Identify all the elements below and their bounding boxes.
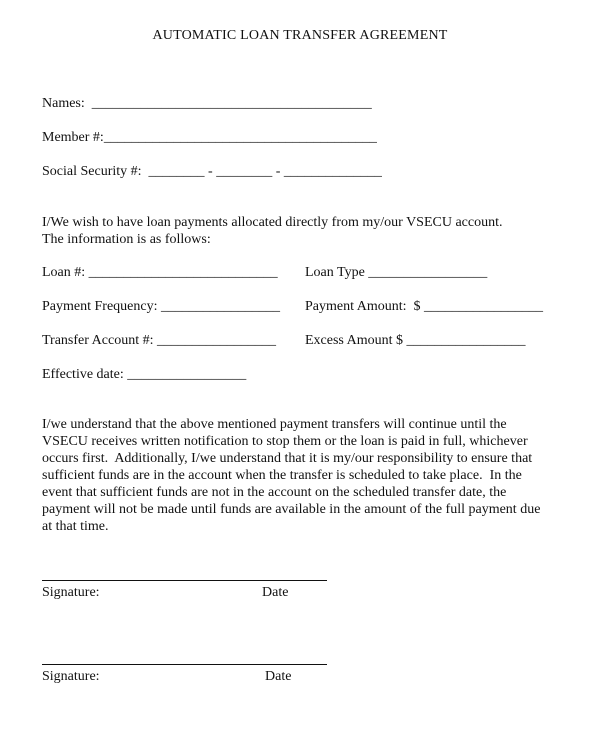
terms-line: occurs first. Additionally, I/we understand that it is my/our responsibility to ensure that (42, 451, 533, 466)
date-label: Date (265, 669, 292, 684)
loan-number-field[interactable]: Loan #: ___________________________ (42, 265, 278, 280)
terms-line: sufficient funds are in the account when the transfer is scheduled to take place. In the (42, 468, 522, 483)
date-label: Date (262, 585, 289, 600)
effective-date-field[interactable]: Effective date: _________________ (42, 367, 247, 382)
transfer-account-field[interactable]: Transfer Account #: _________________ (42, 333, 276, 348)
terms-line: payment will not be made until funds are available in the amount of the full payment due (42, 502, 541, 517)
intro-line: I/We wish to have loan payments allocated directly from my/our VSECU account. (42, 215, 503, 230)
terms-line: at that time. (42, 519, 109, 534)
names-field[interactable]: Names: ________________________________________ (42, 96, 372, 111)
excess-amount-field[interactable]: Excess Amount $ _________________ (305, 333, 526, 348)
social-security-field[interactable]: Social Security #: ________ - ________ - ______________ (42, 164, 382, 179)
signature-line[interactable] (42, 580, 327, 581)
intro-line: The information is as follows: (42, 232, 211, 247)
terms-line: VSECU receives written notification to stop them or the loan is paid in full, whichever (42, 434, 528, 449)
signature-label: Signature: (42, 669, 100, 684)
terms-paragraph (42, 416, 572, 535)
payment-frequency-field[interactable]: Payment Frequency: _________________ (42, 299, 280, 314)
signature-label: Signature: (42, 585, 100, 600)
intro-paragraph (42, 214, 572, 248)
document-title: AUTOMATIC LOAN TRANSFER AGREEMENT (152, 28, 448, 43)
loan-type-field[interactable]: Loan Type _________________ (305, 265, 488, 280)
terms-line: I/we understand that the above mentioned payment transfers will continue until the (42, 417, 507, 432)
terms-line: event that sufficient funds are not in the account on the scheduled transfer date, the (42, 485, 507, 500)
member-number-field[interactable]: Member #:_______________________________________ (42, 130, 377, 145)
signature-line[interactable] (42, 664, 327, 665)
payment-amount-field[interactable]: Payment Amount: $ _________________ (305, 299, 543, 314)
